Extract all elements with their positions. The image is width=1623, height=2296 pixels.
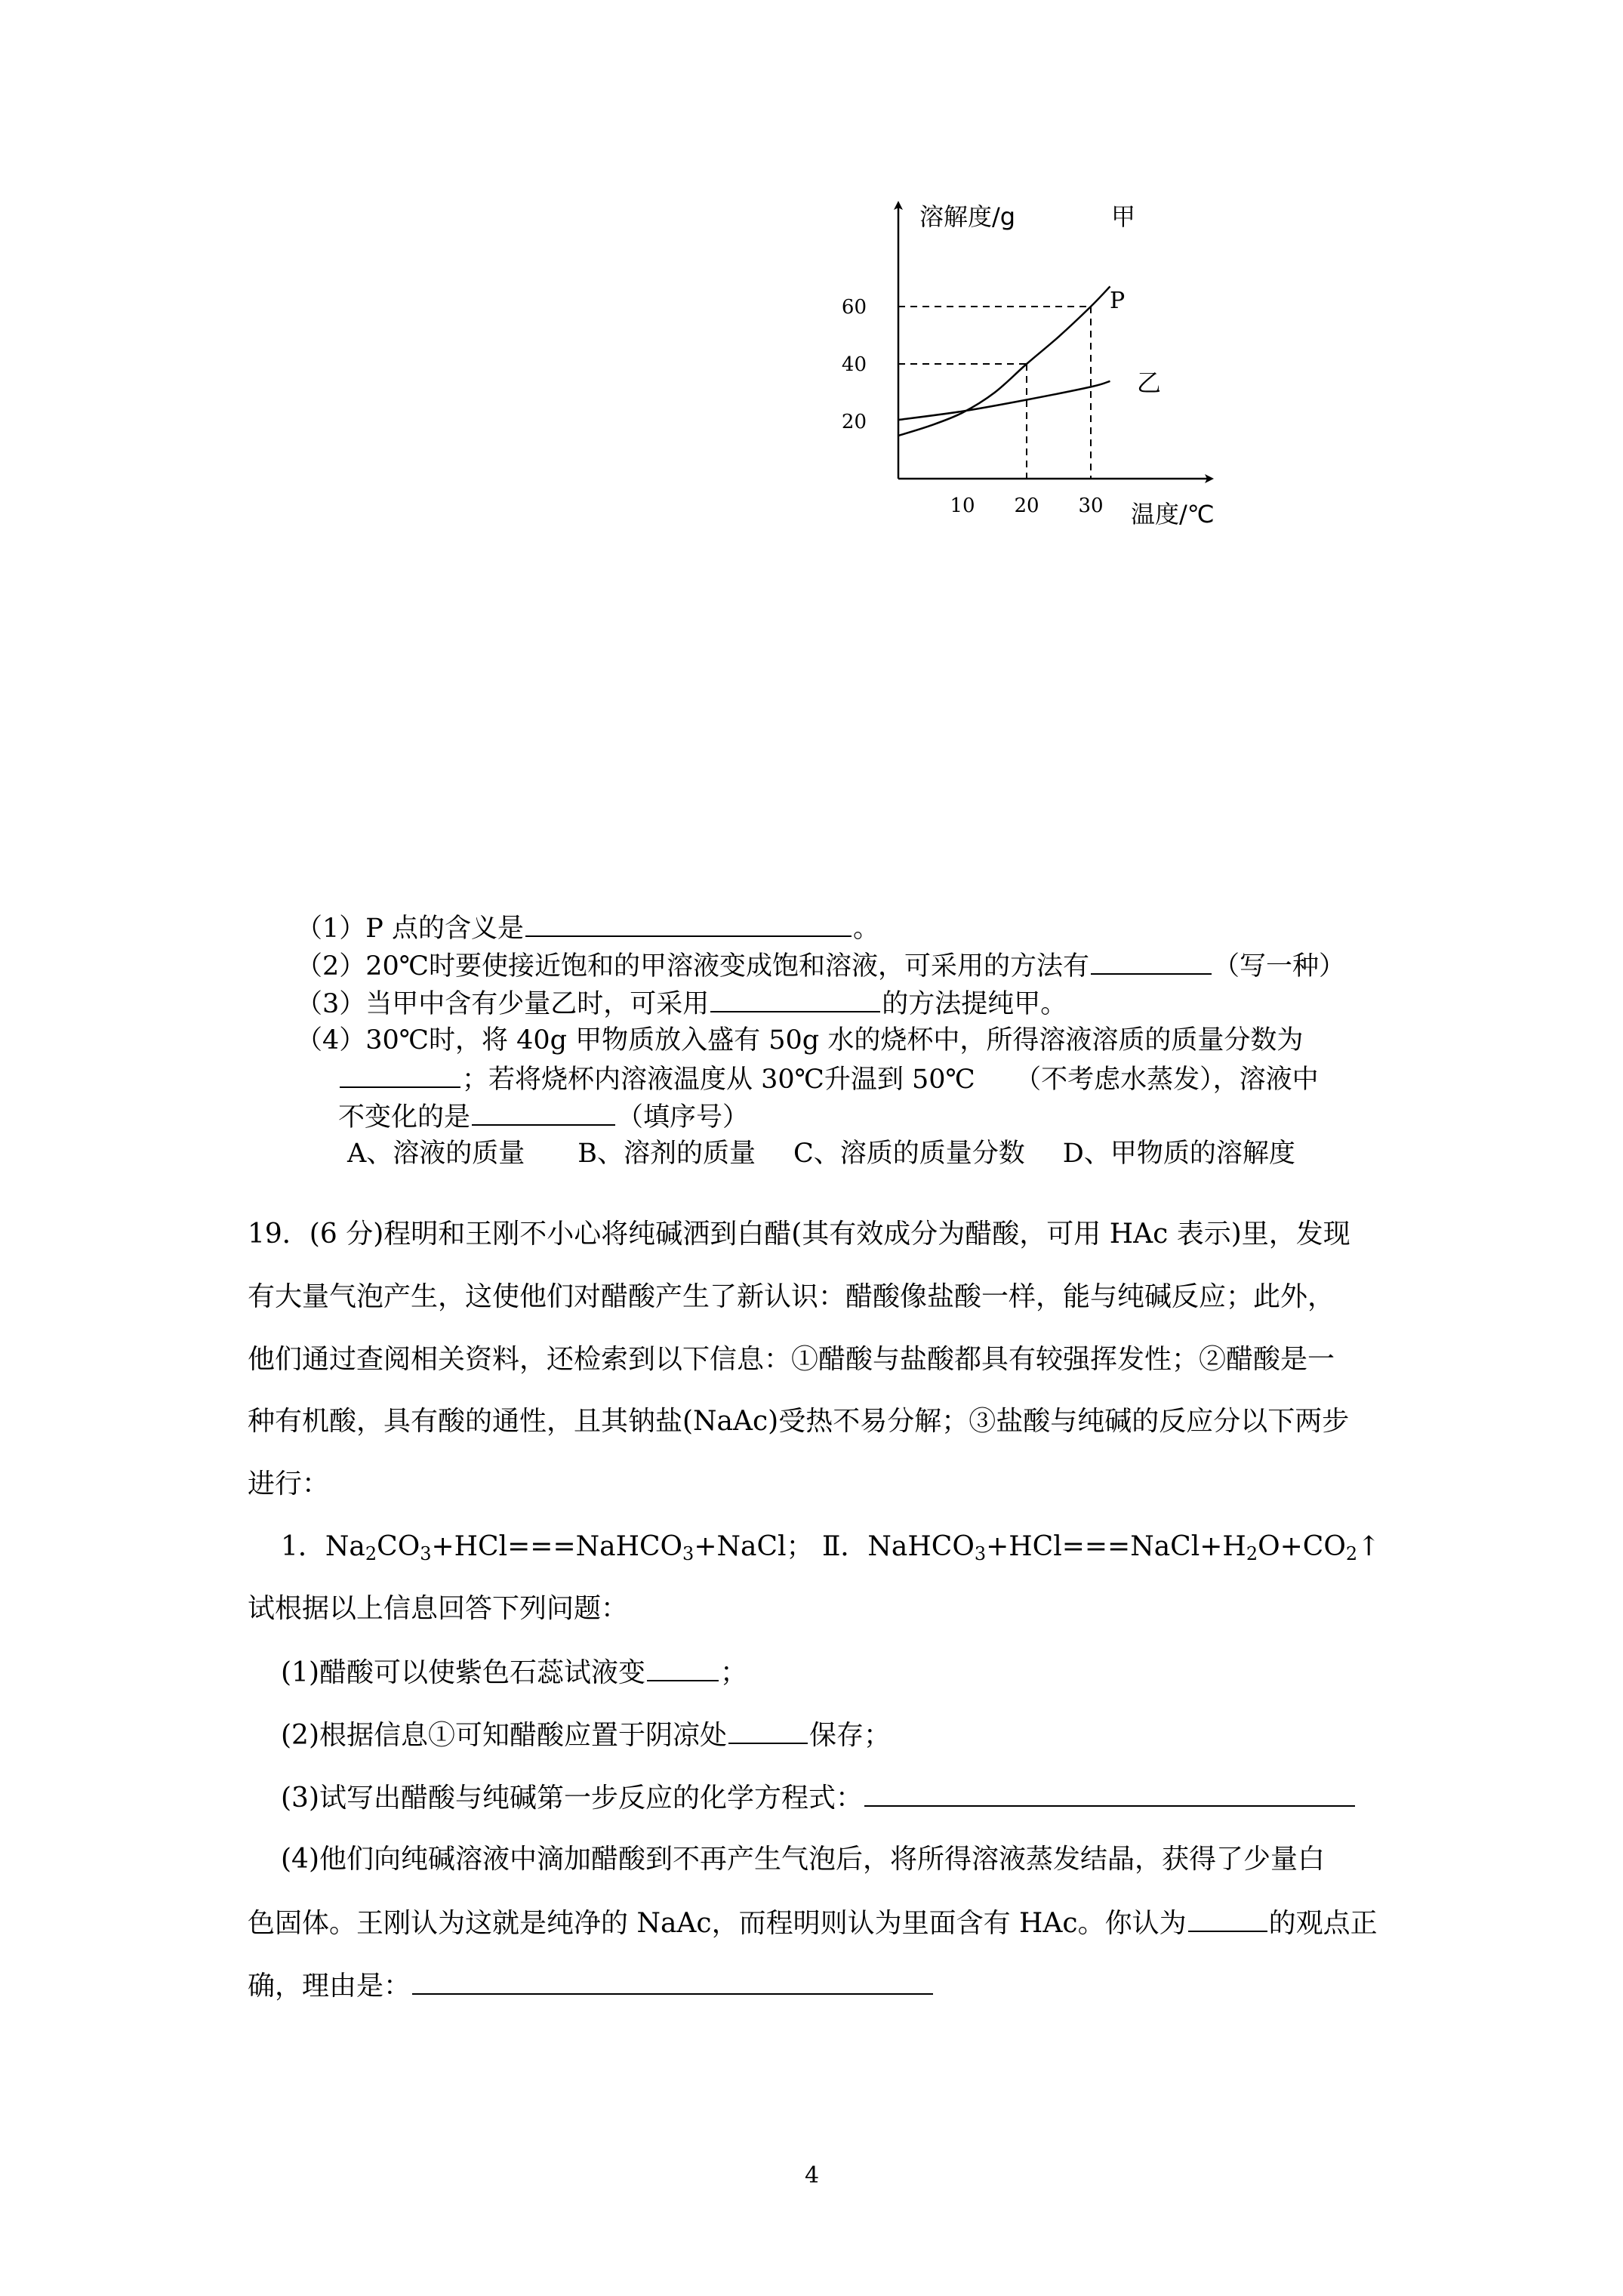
q19-part2-blank[interactable] [728, 1717, 808, 1744]
x-axis-title: 温度/℃ [1131, 500, 1215, 529]
q18-part4-line1: （4）30℃时，将 40g 甲物质放入盛有 50g 水的烧杯中，所得溶液溶质的质量分数为 [296, 1025, 1304, 1056]
q19-part4-line1: (4)他们向纯碱溶液中滴加醋酸到不再产生气泡后，将所得溶液蒸发结晶，获得了少量白 [281, 1844, 1325, 1875]
option-b: B、溶剂的质量 [577, 1139, 756, 1169]
x-tick-label-20: 20 [1014, 495, 1039, 517]
q19-part1-blank[interactable] [647, 1654, 719, 1681]
q19-part3-blank[interactable] [864, 1780, 1355, 1807]
solubility-chart [830, 189, 1253, 551]
q18-part2-blank[interactable] [1091, 948, 1212, 975]
q18-part4-line3: 不变化的是 （填序号） [338, 1099, 749, 1135]
q18-part3: （3）当甲中含有少量乙时，可采用 的方法提纯甲。 [296, 985, 1067, 1022]
series-yi-curve [898, 381, 1110, 420]
option-c: C、溶质的质量分数 [793, 1139, 1025, 1169]
q19-part4-line3: 确，理由是： [248, 1968, 935, 2004]
q18-part3-blank[interactable] [710, 985, 880, 1012]
q18-part4-line2: ；若将烧杯内溶液温度从 30℃升温到 50℃ （不考虑水蒸发），溶液中 [338, 1061, 1319, 1097]
q19-intro-line1: 19．(6 分)程明和王刚不小心将纯碱洒到白醋(其有效成分为醋酸，可用 HAc 表示)里，发现 [248, 1219, 1350, 1250]
series-label-yi: 乙 [1137, 368, 1162, 397]
x-tick-label-30: 30 [1078, 495, 1104, 517]
point-p-label: P [1110, 288, 1126, 314]
y-tick-label-20: 20 [841, 411, 867, 433]
option-a: A、溶液的质量 [347, 1139, 525, 1169]
q19-part3: (3)试写出醋酸与纯碱第一步反应的化学方程式： [281, 1780, 1357, 1816]
q19-part4-line2: 色固体。王刚认为这就是纯净的 NaAc，而程明则认为里面含有 HAc。你认为 的观点正 [248, 1905, 1378, 1941]
series-label-jia: 甲 [1111, 202, 1136, 231]
q18-part2: （2）20℃时要使接近饱和的甲溶液变成饱和溶液，可采用的方法有 （写一种） [296, 948, 1345, 984]
page-number: 4 [805, 2162, 820, 2189]
chart-series [898, 286, 1110, 436]
q19-part2: (2)根据信息①可知醋酸应置于阴凉处 保存； [281, 1717, 891, 1753]
q19-part4-blank2[interactable] [412, 1968, 933, 1995]
q18-part4-blank2[interactable] [472, 1099, 615, 1126]
series-jia-curve [898, 286, 1110, 436]
q19-intro-line5: 进行： [248, 1469, 330, 1499]
option-d: D、甲物质的溶解度 [1062, 1139, 1295, 1169]
y-axis-title: 溶解度/g [919, 202, 1016, 231]
q19-intro-line4: 种有机酸，具有酸的通性，且其钠盐(NaAc)受热不易分解；③盐酸与纯碱的反应分以下两步 [248, 1406, 1350, 1437]
x-tick-label-10: 10 [950, 495, 975, 517]
y-tick-label-60: 60 [841, 296, 867, 319]
q18-part4-blank1[interactable] [340, 1061, 460, 1088]
q19-equations: 1．$Na_2CO_3+HCl===NaHCO_3+NaCl$； Ⅱ．$NaHCO_3+HCl===NaCl+H_2O+CO_2↑$ [281, 1531, 1381, 1564]
q19-prompt: 试根据以上信息回答下列问题： [248, 1593, 629, 1624]
q19-part1: (1)醋酸可以使紫色石蕊试液变 ； [281, 1654, 747, 1690]
q18-options [347, 1136, 1295, 1171]
q18-part1-blank[interactable] [525, 910, 852, 937]
q19-intro-line3: 他们通过查阅相关资料，还检索到以下信息：①醋酸与盐酸都具有较强挥发性；②醋酸是一 [248, 1344, 1335, 1375]
q19-part4-blank1[interactable] [1188, 1905, 1267, 1932]
q19-intro-line2: 有大量气泡产生，这使他们对醋酸产生了新认识：醋酸像盐酸一样，能与纯碱反应；此外， [248, 1281, 1335, 1312]
q18-part1: （1）P 点的含义是 。 [296, 910, 879, 946]
y-tick-label-40: 40 [841, 353, 867, 376]
